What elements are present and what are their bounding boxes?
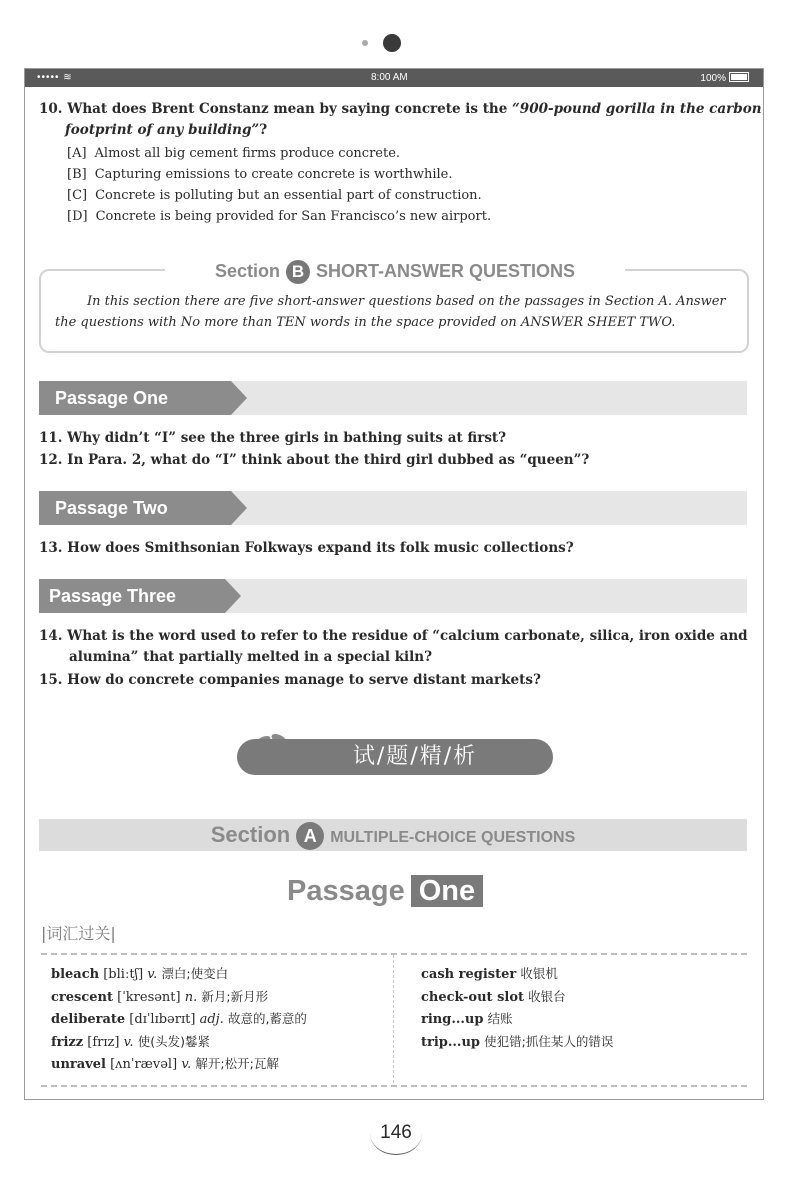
vocab-entry	[51, 986, 307, 1009]
vocab-word: unravel	[51, 1057, 106, 1072]
passage-heading-word: Passage	[287, 875, 405, 907]
section-a-title	[39, 819, 747, 854]
camera-indicator-dot	[362, 40, 368, 46]
vocab-entry	[51, 1053, 307, 1076]
passage-heading-number: One	[411, 875, 483, 907]
section-a-band	[39, 819, 747, 851]
vocab-meaning: 收银机	[520, 966, 558, 981]
passage-two-band	[39, 491, 747, 525]
vocab-meaning: 漂白;使变白	[161, 966, 229, 981]
vocab-word: bleach	[51, 967, 100, 982]
vocab-word: cash register	[421, 967, 517, 982]
vocab-right-column	[421, 963, 613, 1053]
vocab-entry	[51, 963, 307, 986]
option-text: Capturing emissions to create concrete is worthwhile.	[94, 167, 453, 182]
section-a-word: Section	[210, 822, 291, 847]
passage-three-label: Passage Three	[39, 579, 225, 613]
option-text: Concrete is polluting but an essential part of construction.	[95, 188, 482, 203]
option-c	[67, 185, 482, 206]
vocab-meaning: 收银台	[528, 988, 566, 1004]
battery-percent: 100%	[700, 73, 726, 84]
vocab-entry	[421, 986, 613, 1009]
question-15: 15. How do concrete companies manage to serve distant markets?	[39, 672, 541, 688]
vocab-left-column	[51, 963, 307, 1076]
question-10-mark: ?	[259, 122, 268, 138]
vocab-pos: v.	[181, 1057, 192, 1072]
analysis-banner: 试/题/精/析	[237, 739, 553, 775]
vocab-entry	[421, 1031, 613, 1054]
vocab-entry	[421, 1008, 613, 1031]
tablet-screen	[24, 68, 764, 1100]
vocab-meaning: 故意的,蓄意的	[227, 1011, 307, 1026]
option-letter: [B]	[67, 167, 87, 182]
section-b-description: In this section there are five short-answer questions based on the passages in Section A. Answer the questions with No more than TEN words in the space provided on ANSWER SHEET TWO.	[55, 294, 726, 330]
option-letter: [C]	[67, 188, 88, 203]
vocab-entry	[51, 1031, 307, 1054]
section-b-letter-badge: B	[286, 260, 310, 284]
vocab-meaning: 使(头发)鬈紧	[137, 1033, 210, 1049]
section-a-letter-badge: A	[296, 822, 324, 850]
vocab-meaning: 使犯错;抓住某人的错误	[484, 1033, 614, 1049]
question-10-text: What does Brent Constanz mean by saying concrete is the	[67, 101, 508, 117]
status-bar	[25, 69, 763, 87]
vocab-meaning: 结账	[487, 1011, 513, 1026]
vocab-entry	[421, 963, 613, 986]
vocab-word: crescent	[51, 989, 113, 1005]
battery-status	[700, 72, 749, 84]
question-11: 11. Why didn’t “I” see the three girls in bathing suits at first?	[39, 430, 507, 446]
section-b-title	[165, 257, 625, 285]
page-number: 146	[370, 1112, 422, 1155]
passage-three-band	[39, 579, 747, 613]
question-13: 13. How does Smithsonian Folkways expand its folk music collections?	[39, 540, 574, 556]
vocab-meaning: 解开;松开;瓦解	[195, 1056, 279, 1071]
vocab-word: ring...up	[421, 1012, 484, 1027]
section-b-heading: SHORT-ANSWER QUESTIONS	[316, 261, 576, 281]
vocab-word: frizz	[51, 1034, 84, 1050]
vocab-phonetic: [frɪz]	[87, 1034, 120, 1050]
question-10-number: 10.	[39, 101, 63, 117]
vocab-label: |词汇过关|	[41, 924, 116, 943]
passage-two-label: Passage Two	[39, 491, 231, 525]
question-10-quote: “900-pound gorilla in the carbon footprint of any building”	[65, 101, 762, 138]
front-camera	[383, 34, 401, 52]
option-text: Almost all big cement firms produce concrete.	[94, 146, 401, 161]
vocab-meaning: 新月;新月形	[201, 988, 269, 1004]
option-text: Concrete is being provided for San Francisco’s new airport.	[95, 209, 492, 224]
vocab-entry	[51, 1008, 307, 1031]
passage-one-label: Passage One	[39, 381, 231, 415]
question-14: 14. What is the word used to refer to the residue of “calcium carbonate, silica, iron oxide and alumina” that partially melted in a special kiln?	[39, 628, 748, 665]
status-time: 8:00 AM	[371, 72, 408, 83]
vocab-phonetic: [ʌnˈrævəl]	[110, 1057, 178, 1072]
passage-one-band	[39, 381, 747, 415]
vocab-word: deliberate	[51, 1012, 126, 1027]
option-letter: [D]	[67, 209, 88, 224]
vocab-phonetic: [ˈkresənt]	[117, 989, 181, 1005]
vocab-word: check-out slot	[421, 989, 525, 1005]
question-10	[39, 99, 777, 141]
vocab-word: trip...up	[421, 1034, 481, 1050]
vocab-phonetic: [bliːtʃ]	[103, 967, 144, 982]
option-letter: [A]	[67, 146, 87, 161]
option-d	[67, 206, 491, 227]
signal-wifi-icon: ••••• ≋	[37, 72, 73, 83]
passage-heading	[287, 875, 483, 908]
option-a	[67, 143, 400, 164]
vocab-phonetic: [dɪˈlɪbərɪt]	[129, 1012, 196, 1027]
vocab-divider	[393, 955, 394, 1083]
vocab-pos: adj.	[199, 1012, 224, 1027]
section-b-word: Section	[214, 261, 280, 281]
question-12: 12. In Para. 2, what do “I” think about the third girl dubbed as “queen”?	[39, 452, 590, 468]
vocab-pos: n.	[184, 989, 198, 1005]
option-b	[67, 164, 452, 185]
vocab-pos: v.	[123, 1034, 134, 1050]
section-a-heading: MULTIPLE-CHOICE QUESTIONS	[330, 829, 576, 846]
battery-icon	[729, 72, 749, 82]
vocab-pos: v.	[147, 967, 158, 982]
